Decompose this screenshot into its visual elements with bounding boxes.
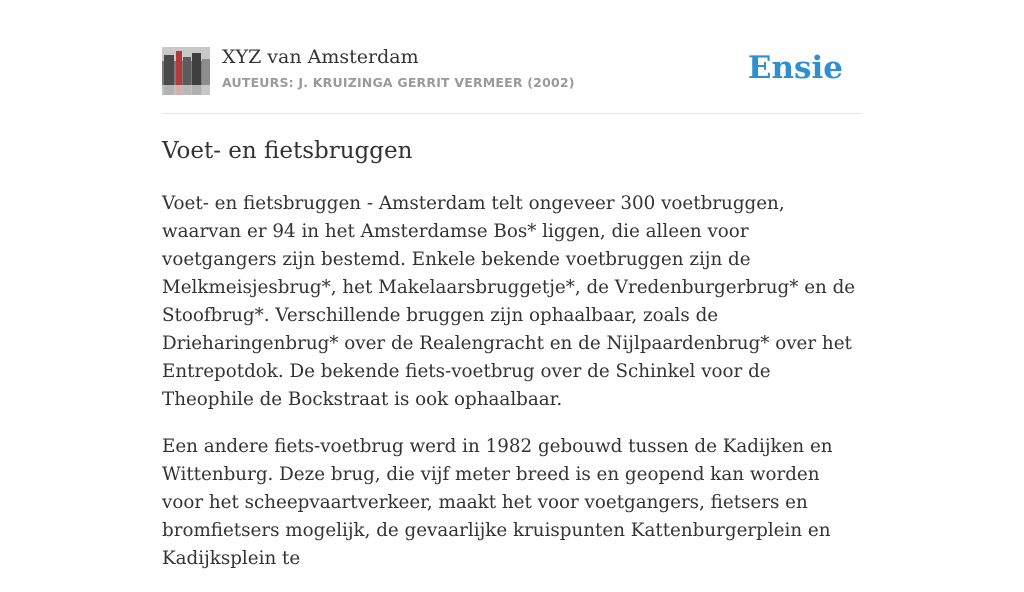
article-title: Voet- en fietsbruggen — [162, 138, 413, 164]
book-title[interactable]: XYZ van Amsterdam — [222, 46, 419, 68]
article-body — [162, 190, 862, 592]
book-cover-avatar[interactable] — [162, 47, 210, 95]
paragraph-1: Voet- en fietsbruggen - Amsterdam telt ongeveer 300 voetbruggen, waarvan er 94 in het Amsterdamse Bos* liggen, die alleen voor voetgangers zijn bestemd. Enkele bekende voetbruggen zijn de Melkmeisjesbrug*, het Makelaarsbruggetje*, de Vredenburgerbrug* en de Stoofbrug*. Verschillende bruggen zijn ophaalbaar, zoals de Drieharingenbrug* over de Realengracht en de Nijlpaardenbrug* over het Entrepotdok. De bekende fiets-voetbrug over de Schinkel voor de Theophile de Bockstraat is ook ophaalbaar. — [162, 193, 856, 410]
header — [162, 0, 862, 114]
content-column — [162, 0, 862, 569]
ensie-logo[interactable]: Ensie — [747, 50, 843, 86]
book-cover-icon — [162, 47, 210, 95]
authors-line: AUTEURS: J. KRUIZINGA GERRIT VERMEER (2002) — [222, 75, 575, 90]
paragraph-2: Een andere fiets-voetbrug werd in 1982 gebouwd tussen de Kadijken en Wittenburg. Deze brug, die vijf meter breed is en geopend kan worden voor het scheepvaartverkeer, maakt het voor voetgangers, fietsers en bromfietsers mogelijk, de gevaarlijke kruispunten Kattenburgerplein en Kadijksplein te — [162, 436, 833, 569]
